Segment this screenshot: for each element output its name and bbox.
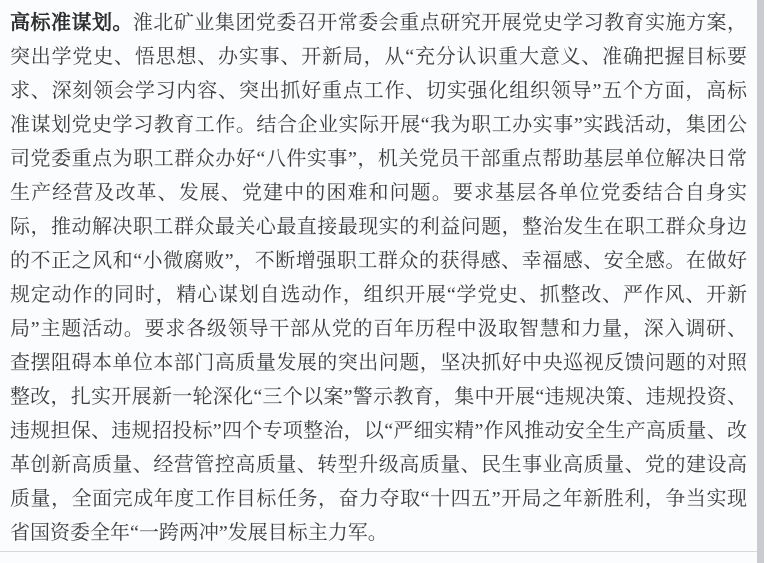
text-line: 际，推动解决职工群众最关心最直接最现实的利益问题，整治发生在职工群众身边 xyxy=(10,216,747,238)
text-line: 整改，扎实开展新一轮深化“三个以案”警示教育，集中开展“违规决策、违规投资、 xyxy=(10,386,747,408)
text-line: 突出学党史、悟思想、办实事、开新局，从“充分认识重大意义、准确把握目标要 xyxy=(10,46,747,68)
text-line: 违规担保、违规招投标”四个专项整治，以“严细实精”作风推动安全生产高质量、改 xyxy=(10,420,747,442)
paragraph-lead-bold: 高标准谋划。 xyxy=(10,12,133,34)
text-line: 生产经营及改革、发展、党建中的困难和问题。要求基层各单位党委结合自身实 xyxy=(10,182,747,204)
text-line: 司党委重点为职工群众办好“八件实事”，机关党员干部重点帮助基层单位解决日常 xyxy=(10,148,747,170)
text-line: 革创新高质量、经营管控高质量、转型升级高质量、民生事业高质量、党的建设高 xyxy=(10,454,747,476)
text-line: 规定动作的同时，精心谋划自选动作，组织开展“学党史、抓整改、严作风、开新 xyxy=(10,284,747,306)
text-line xyxy=(10,6,747,40)
bottom-divider xyxy=(0,551,757,552)
text-line: 省国资委全年“一跨两冲”发展目标主力军。 xyxy=(10,522,388,544)
text-line: 查摆阻碍本单位本部门高质量发展的突出问题，坚决抓好中央巡视反馈问题的对照 xyxy=(10,352,747,374)
text-line: 的不正之风和“小微腐败”，不断增强职工群众的获得感、幸福感、安全感。在做好 xyxy=(10,250,747,272)
line-text: 淮北矿业集团党委召开常委会重点研究开展党史学习教育实施方案， xyxy=(132,12,747,34)
article-paragraph xyxy=(10,6,747,550)
text-line: 求、深刻领会学习内容、突出抓好重点工作、切实强化组织领导”五个方面，高标 xyxy=(10,80,747,102)
text-line: 局”主题活动。要求各级领导干部从党的百年历程中汲取智慧和力量，深入调研、 xyxy=(10,318,747,340)
text-line: 质量，全面完成年度工作目标任务，奋力夺取“十四五”开局之年新胜利，争当实现 xyxy=(10,488,747,510)
right-border-bar xyxy=(757,0,764,563)
text-line: 准谋划党史学习教育工作。结合企业实际开展“我为职工办实事”实践活动，集团公 xyxy=(10,114,747,136)
